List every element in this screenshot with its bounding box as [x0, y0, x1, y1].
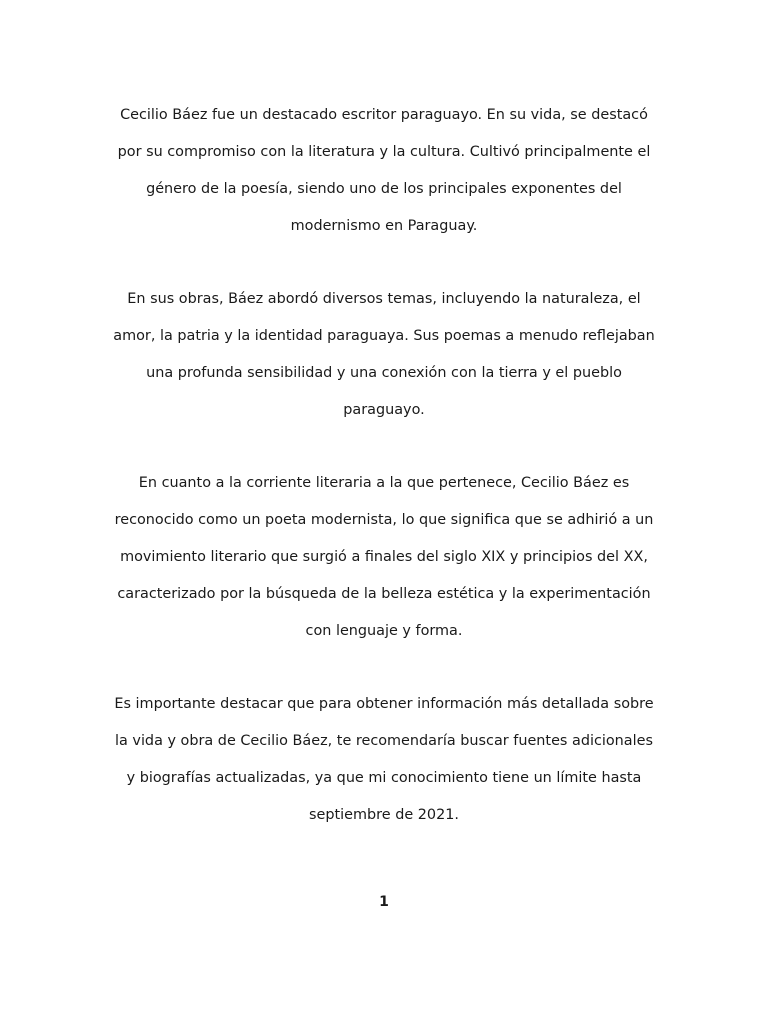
text-line: reconocido como un poeta modernista, lo que significa que se adhirió a un: [114, 512, 654, 528]
paragraph-3: [100, 465, 668, 650]
paragraph-2: [100, 281, 668, 429]
text-line: modernismo en Paraguay.: [290, 218, 478, 234]
text-line: movimiento literario que surgió a finales del siglo XIX y principios del XX,: [120, 549, 648, 565]
text-line: En cuanto a la corriente literaria a la que pertenece, Cecilio Báez es: [138, 475, 630, 491]
text-line: por su compromiso con la literatura y la cultura. Cultivó principalmente el: [117, 144, 651, 160]
text-line: paraguayo.: [343, 402, 425, 418]
text-line: En sus obras, Báez abordó diversos temas, incluyendo la naturaleza, el: [127, 291, 641, 307]
text-line: amor, la patria y la identidad paraguaya. Sus poemas a menudo reflejaban: [113, 328, 655, 344]
text-line: una profunda sensibilidad y una conexión con la tierra y el pueblo: [146, 365, 622, 381]
text-line: y biografías actualizadas, ya que mi conocimiento tiene un límite hasta: [126, 770, 642, 786]
text-line: género de la poesía, siendo uno de los principales exponentes del: [146, 181, 622, 197]
document-body: [100, 97, 668, 870]
text-line: caracterizado por la búsqueda de la belleza estética y la experimentación: [117, 586, 651, 602]
text-line: con lenguaje y forma.: [305, 623, 463, 639]
text-line: Es importante destacar que para obtener información más detallada sobre: [114, 696, 654, 712]
text-line: la vida y obra de Cecilio Báez, te recomendaría buscar fuentes adicionales: [115, 733, 653, 749]
page-number: 1: [379, 894, 389, 910]
text-line: Cecilio Báez fue un destacado escritor paraguayo. En su vida, se destacó: [120, 107, 648, 123]
paragraph-4: [100, 686, 668, 834]
text-line: septiembre de 2021.: [309, 807, 459, 823]
paragraph-1: [100, 97, 668, 245]
